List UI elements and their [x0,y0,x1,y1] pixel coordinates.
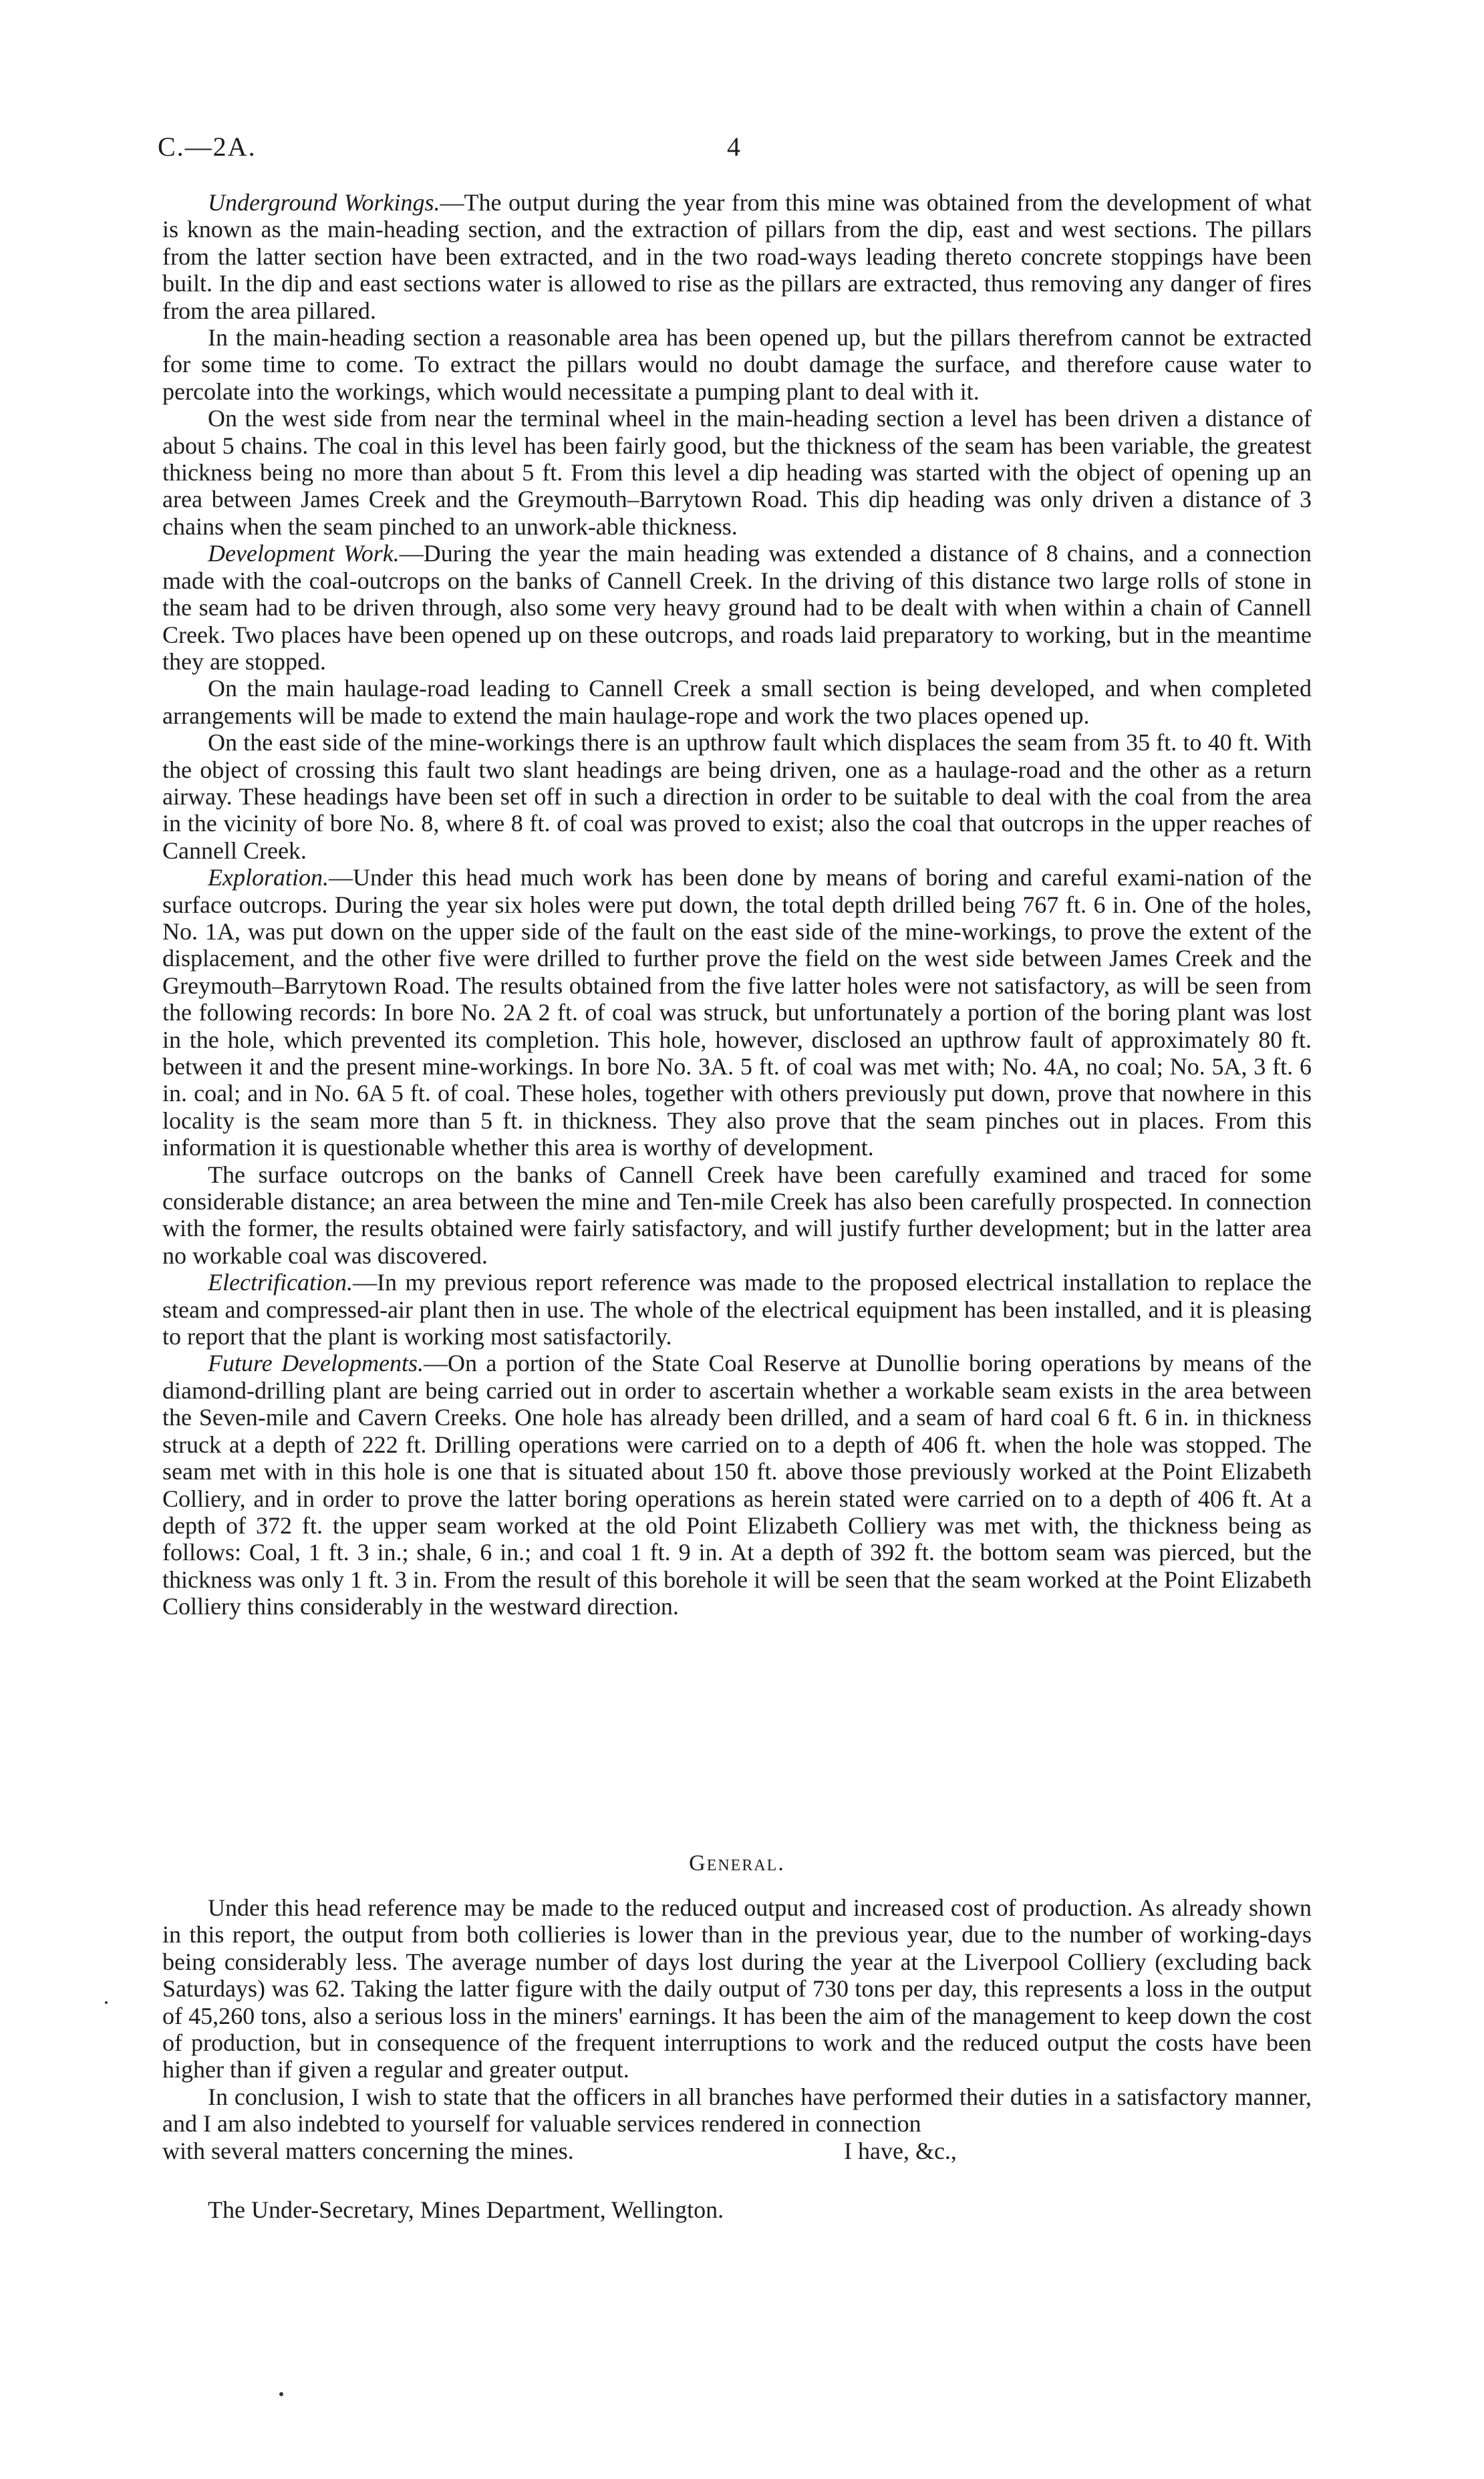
paragraph-text: In the main-heading section a reasonable area has been opened up, but the pillars therefrom cannot be extracted for some time to come. To extract the pillars would no doubt damage the surface, and therefore cause water to percolate into the workings, which would necessitate a pumping plant to deal with it. [162,324,1312,405]
paragraph-east-side [162,729,1312,864]
paragraph-lead: Electrification. [208,1269,353,1296]
paragraph-lead: Development Work. [208,540,400,567]
addressee-text: The Under-Secretary, Mines Department, Wellington. [208,2196,724,2223]
page-header [158,131,1327,171]
paragraph-surface-outcrops [162,1161,1312,1270]
paragraph-text: —On a portion of the State Coal Reserve at Dunollie boring operations by means of the diamond-drilling plant are being carried out in order to ascertain whether a workable seam exists in the area between the Seven-mile and Cavern Creeks. One hole has already been drilled, and a seam of hard coal 6 ft. 6 in. in thickness struck at a depth of 222 ft. Drilling operations were carried on to a depth of 406 ft. when the hole was stopped. The seam met with in this hole is one that is situated about 150 ft. above those previously worked at the Point Elizabeth Colliery, and in order to prove the latter boring operations as herein stated were carried on to a depth of 406 ft. At a depth of 372 ft. the upper seam worked at the old Point Elizabeth Colliery was met with, the thickness being as follows: Coal, 1 ft. 3 in.; shale, 6 in.; and coal 1 ft. 9 in. At a depth of 392 ft. the bottom seam was pierced, but the thickness was only 1 ft. 3 in. From the result of this borehole it will be seen that the seam worked at the Point Elizabeth Colliery thins considerably in the westward direction. [162,1350,1312,1620]
paragraph-conclusion: In conclusion, I wish to state that the officers in all branches have performed their duties in a satisfactory manner, and I am also indebted to yourself for valuable services rendered in connection [162,2083,1312,2138]
paragraph-text: —The output during the year from this mine was obtained from the development of what is known as the main-heading section, and the extraction of pillars from the dip, east and west sections. The pillars from the latter section have been extracted, and in the two road-ways leading thereto concrete stoppings have been built. In the dip and east sections water is allowed to rise as the pillars are extracted, thus removing any danger of fires from the area pillared. [162,189,1312,324]
paragraph-text: The surface outcrops on the banks of Cannell Creek have been carefully examined and traced for some considerable distance; an area between the mine and Ten-mile Creek has also been carefully prospected. In connection with the former, the results obtained were fairly satisfactory, and will justify further development; but in the latter area no workable coal was discovered. [162,1161,1312,1269]
paragraph-underground-workings [162,189,1312,324]
print-speck [279,2392,283,2396]
paragraph-development-work [162,540,1312,675]
paragraph-lead: Future Developments. [208,1350,424,1377]
paragraph-exploration [162,864,1312,1161]
print-speck [105,2001,108,2004]
paragraph-future-developments [162,1350,1312,1620]
paragraph-text: —In my previous report reference was made to the proposed electrical installation to replace the steam and compressed-air plant then in use. The whole of the electrical equipment has been installed, and it is pleasing to report that the plant is working most satisfactorily. [162,1269,1312,1350]
paragraph-main-heading [162,324,1312,405]
paragraph-lead: Underground Workings. [208,189,440,216]
paragraph-text: —Under this head much work has been done by means of boring and careful exami-nation of the surface outcrops. During the year six holes were put down, the total depth drilled being 767 ft. 6 in. One of the holes, No. 1A, was put down on the upper side of the fault on the east side of the mine-workings, to prove the extent of the displacement, and the other five were drilled to further prove the field on the west side between James Creek and the Greymouth–Barrytown Road. The results obtained from the five latter holes were not satisfactory, as will be seen from the following records: In bore No. 2A 2 ft. of coal was struck, but unfortunately a portion of the boring plant was lost in the hole, which prevented its completion. This hole, however, disclosed an upthrow fault of approximately 80 ft. between it and the present mine-workings. In bore No. 3A. 5 ft. of coal was met with; No. 4A, no coal; No. 5A, 3 ft. 6 in. coal; and in No. 6A 5 ft. of coal. These holes, together with others previously put down, prove that nowhere in this locality is the seam more than 5 ft. in thickness. They also prove that the seam pinches out in places. From this information it is questionable whether this area is worthy of development. [162,864,1312,1161]
valediction: I have, &c., [844,2137,957,2164]
addressee [162,2196,1312,2226]
paragraph-haulage-road [162,675,1312,729]
closing-text: with several matters concerning the mines. [162,2137,574,2164]
paragraph-text: On the main haulage-road leading to Cannell Creek a small section is being developed, and when completed arrangements will be made to extend the main haulage-rope and work the two places opened up. [162,675,1312,729]
closing-line [162,2138,1312,2164]
signature [162,2164,1312,2191]
page-number: 4 [727,132,740,162]
paragraph-text: On the east side of the mine-workings there is an upthrow fault which displaces the seam from 35 ft. to 40 ft. With the object of crossing this fault two slant headings are being driven, one as a haulage-road and the other as a return airway. These headings have been set off in such a direction in order to be suitable to deal with the coal from the area in the vicinity of bore No. 8, where 8 ft. of coal was proved to exist; also the coal that outcrops in the upper reaches of Cannell Creek. [162,729,1312,864]
document-reference: C.—2A. [158,132,257,162]
paragraph-lead: Exploration. [208,864,329,891]
paragraph-text: —During the year the main heading was extended a distance of 8 chains, and a connection made with the coal-outcrops on the banks of Cannell Creek. In the driving of this distance two large rolls of stone in the seam had to be driven through, also some very heavy ground had to be dealt with when within a chain of Cannell Creek. Two places have been opened up on these outcrops, and roads laid preparatory to working, but in the meantime they are stopped. [162,540,1312,675]
section-heading-general: General. [689,1851,785,1876]
general-section [162,1894,1312,2226]
paragraph-text: On the west side from near the terminal wheel in the main-heading section a level has been driven a distance of about 5 chains. The coal in this level has been fairly good, but the thickness of the seam has been variable, the greatest thickness being no more than about 5 ft. From this level a dip heading was started with the object of opening up an area between James Creek and the Greymouth–Barrytown Road. This dip heading was only driven a distance of 3 chains when the seam pinched to an unwork-able thickness. [162,405,1312,540]
paragraph-electrification [162,1269,1312,1350]
paragraph-general-costs: Under this head reference may be made to the reduced output and increased cost of production. As already shown in this report, the output from both collieries is lower than in the previous year, due to the number of working-days being considerably less. The average number of days lost during the year at the Liverpool Colliery (excluding back Saturdays) was 62. Taking the latter figure with the daily output of 730 tons per day, this represents a loss in the output of 45,260 tons, also a serious loss in the miners' earnings. It has been the aim of the management to keep down the cost of production, but in consequence of the frequent interruptions to work and the reduced output the costs have been higher than if given a regular and greater output. [162,1894,1312,2083]
report-body [162,189,1312,1620]
paragraph-west-side [162,405,1312,540]
